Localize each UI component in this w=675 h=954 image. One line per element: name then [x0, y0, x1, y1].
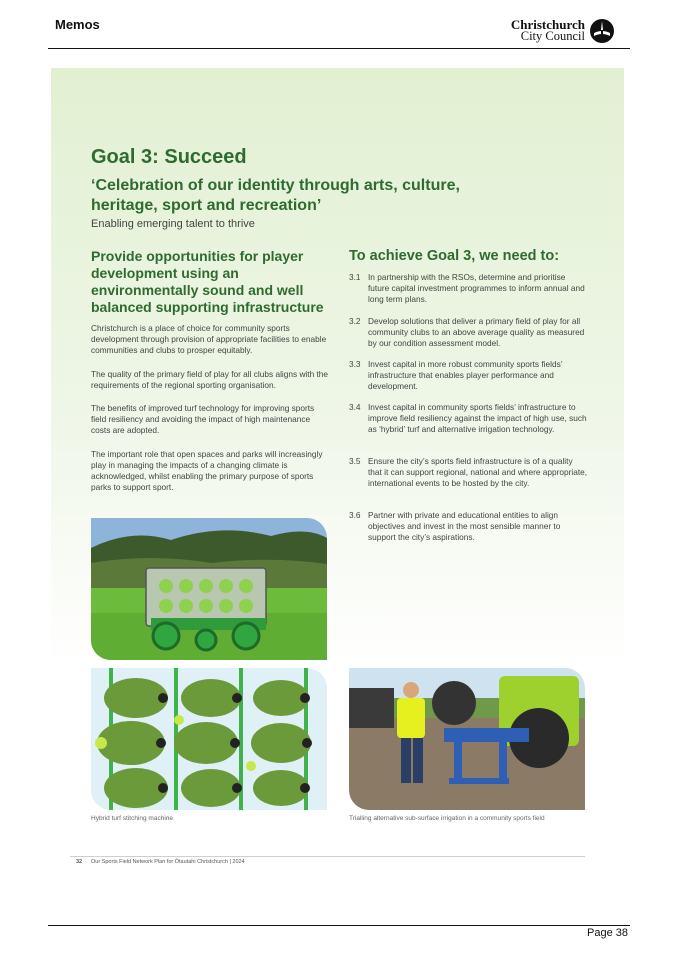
- document-page-number: 32: [76, 859, 83, 865]
- page-label: Page 38: [587, 927, 628, 939]
- hybrid-turf-stitching-machine-photo: [91, 668, 327, 810]
- document-footer-text: Our Sports Field Network Plan for Ōtautahi Christchurch | 2024: [91, 859, 245, 865]
- action-number: 3.4: [349, 402, 361, 412]
- caption-left: Hybrid turf stitching machine: [91, 815, 174, 822]
- action-number: 3.2: [349, 316, 361, 326]
- action-text: Invest capital in more robust community sports fields’ infrastructure that enables player performance and development.: [368, 359, 563, 391]
- action-text: Develop solutions that deliver a primary field of play for all community clubs to an above average quality as measured by our condition assessment model.: [368, 316, 585, 348]
- memos-label: Memos: [55, 17, 100, 32]
- left-paragraph-1: Christchurch is a place of choice for community sports development through provision of appropriate facilities to enable communities and clubs to prosper equitably.: [91, 323, 327, 355]
- left-paragraph-3: The benefits of improved turf technology for improving sports field resiliency and avoiding the impact of high maintenance costs are adopted.: [91, 403, 315, 435]
- action-number: 3.3: [349, 359, 361, 369]
- goal-title: Goal 3: Succeed: [91, 146, 247, 168]
- caption-right: Trialling alternative sub-surface irrigation in a community sports field: [349, 815, 545, 822]
- left-paragraph-4: The important role that open spaces and parks will increasingly play in managing the impacts of a changing climate is acknowledged, whilst enabling the primary purpose of sports parks to support sport.: [91, 449, 323, 492]
- logo-line-1: Christchurch: [510, 17, 585, 32]
- goal-subtitle: Enabling emerging talent to thrive: [91, 218, 255, 230]
- action-number: 3.1: [349, 272, 361, 282]
- cathedral-logo-icon: [589, 18, 615, 44]
- goal-quote: ‘Celebration of our identity through arts, culture, heritage, sport and recreation’: [91, 177, 460, 214]
- irrigation-trial-photo: [349, 668, 585, 810]
- action-text: Partner with private and educational entities to align objectives and invest in the most sensible manner to support the city’s aspirations.: [368, 510, 561, 542]
- action-text: In partnership with the RSOs, determine and prioritise future capital investment programmes to inform annual and long term plans.: [368, 272, 585, 304]
- left-heading: Provide opportunities for player development using an environmentally sound and well balanced supporting infrastructure: [91, 248, 324, 315]
- action-number: 3.5: [349, 456, 361, 466]
- document-footer-rule: [70, 856, 585, 857]
- council-logo: [495, 16, 615, 44]
- action-text: Ensure the city’s sports field infrastructure is of a quality that it can support regional, national and where appropriate, international events to be hosted by the city.: [368, 456, 588, 488]
- action-number: 3.6: [349, 510, 361, 520]
- logo-line-2: City Council: [520, 29, 585, 43]
- right-heading: To achieve Goal 3, we need to:: [349, 248, 560, 264]
- turf-machine-field-photo: [91, 518, 327, 660]
- header-rule: [48, 48, 630, 49]
- page-bottom-rule: [48, 925, 630, 926]
- left-paragraph-2: The quality of the primary field of play for all clubs aligns with the requirements of the regional sporting organisation.: [91, 369, 329, 390]
- action-text: Invest capital in community sports fields’ infrastructure to improve field resiliency against the impact of high use, such as ‘hybrid’ turf and alternative irrigation technology.: [368, 402, 587, 434]
